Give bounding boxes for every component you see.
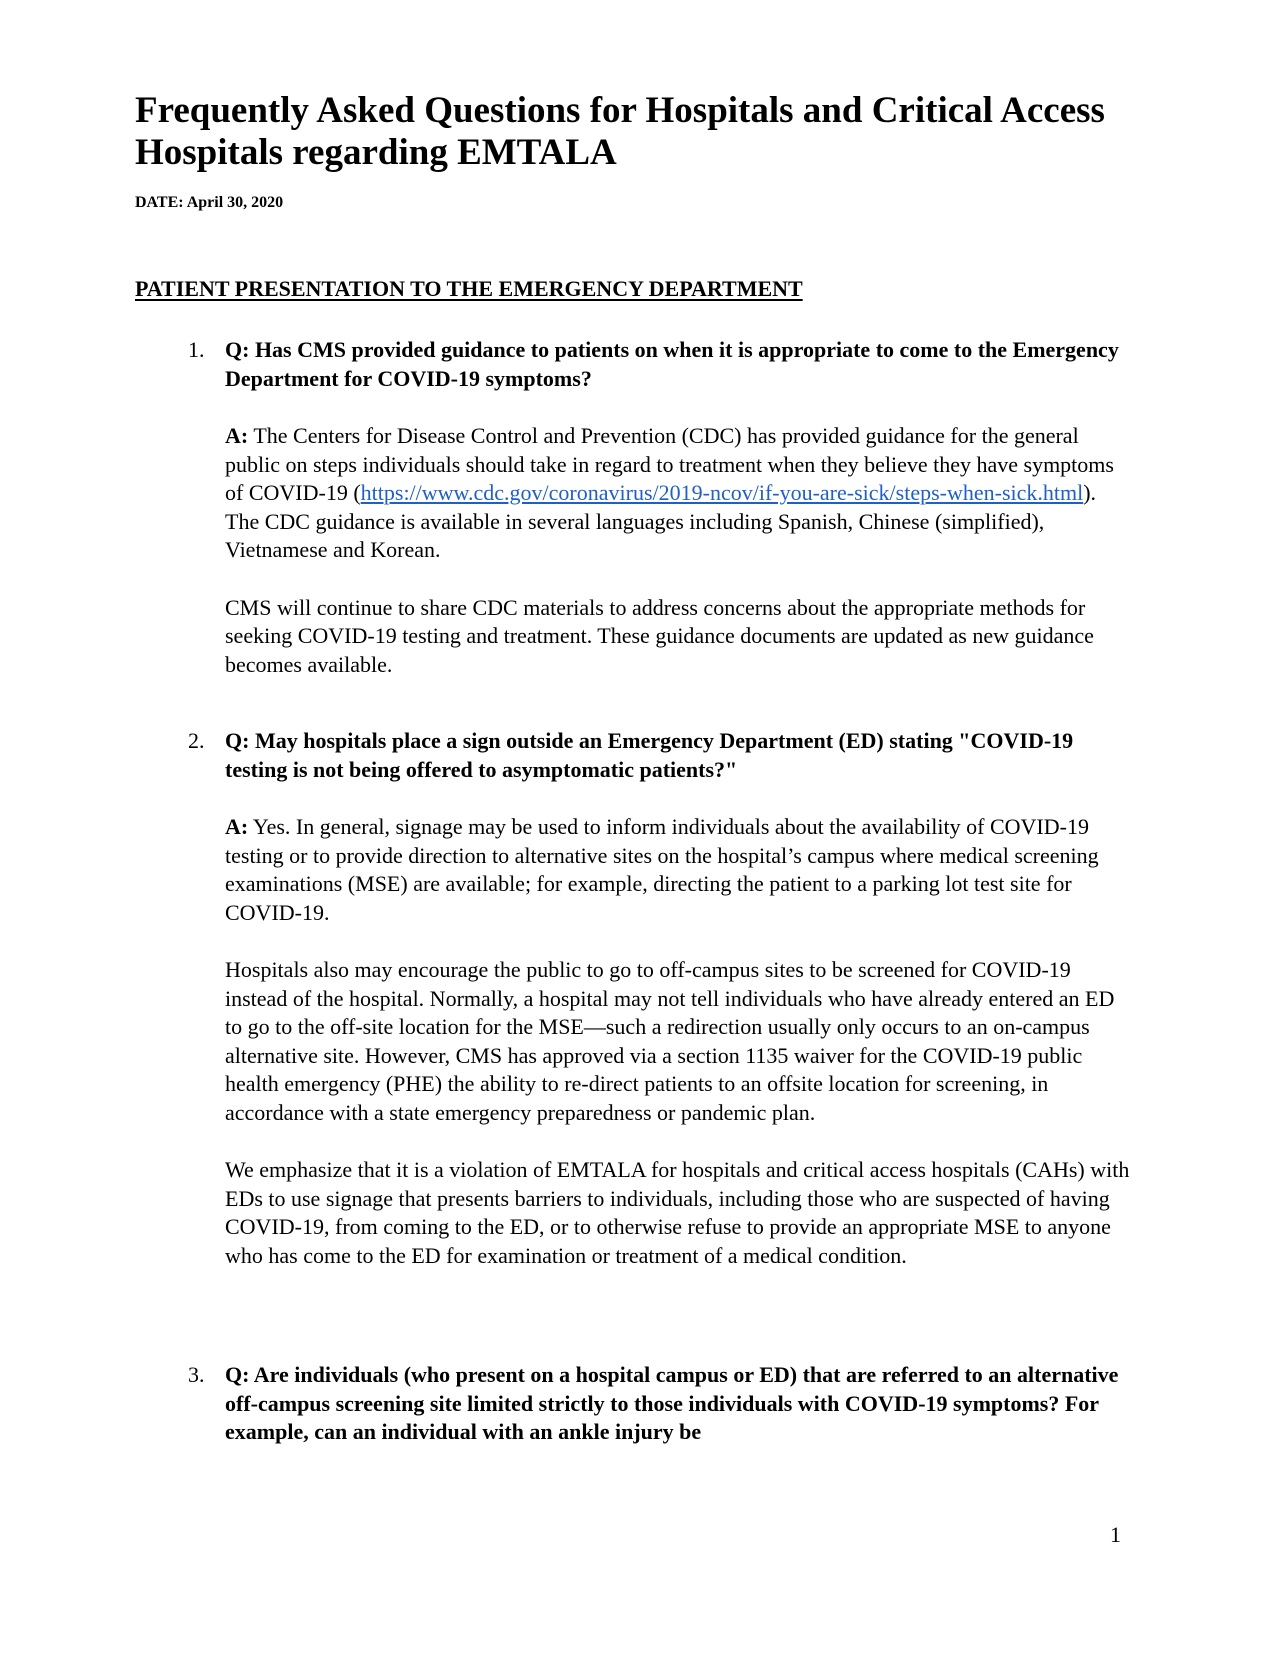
answer-text: Yes. In general, signage may be used to inform individuals about the availability of COVID-19 testing or to provide direction to alternative sites on the hospital’s campus where medical screening examinations (MSE) are available; for example, directing the patient to a parking lot test site for COVID-19. [225, 814, 1099, 925]
cdc-guidance-link[interactable]: https://www.cdc.gov/coronavirus/2019-ncov/if-you-are-sick/steps-when-sick.html [360, 480, 1084, 505]
faq-answer [225, 422, 1130, 565]
faq-number: 3. [188, 1362, 205, 1387]
faq-number: 2. [188, 728, 205, 753]
document-title: Frequently Asked Questions for Hospitals and Critical Access Hospitals regarding EMTALA [135, 90, 1105, 173]
faq-answer-paragraph: We emphasize that it is a violation of EMTALA for hospitals and critical access hospitals (CAHs) with EDs to use signage that presents barriers to individuals, including those who are suspected of having COVID-19, from coming to the ED, or to otherwise refuse to provide an appropriate MSE to anyone who has come to the ED for examination or treatment of a medical condition. [225, 1157, 1130, 1268]
document-date: DATE: April 30, 2020 [135, 194, 284, 211]
page-number: 1 [1110, 1522, 1121, 1547]
answer-label: A: [225, 814, 249, 839]
faq-body [225, 727, 1130, 1270]
answer-label: A: [225, 423, 249, 448]
faq-answer-paragraph: Hospitals also may encourage the public to go to off-campus sites to be screened for COVID-19 instead of the hospital. Normally, a hospital may not tell individuals who have already entered an ED to go to the off-site location for the MSE—such a redirection usually only occurs to an on-campus alternative site. However, CMS has approved via a section 1135 waiver for the COVID-19 public health emergency (PHE) the ability to re-direct patients to an offsite location for screening, in accordance with a state emergency preparedness or pandemic plan. [225, 957, 1115, 1125]
faq-question: Q: Are individuals (who present on a hospital campus or ED) that are referred to an alternative off-campus screening site limited strictly to those individuals with COVID-19 symptoms? For example, can an individual with an ankle injury be [225, 1362, 1119, 1444]
answer-text-continued: ). The CDC guidance is available in several languages including Spanish, Chinese (simplified), Vietnamese and Korean. [225, 480, 1097, 562]
faq-number: 1. [188, 337, 205, 362]
answer-text: The Centers for Disease Control and Prevention (CDC) has provided guidance for the general public on steps individuals should take in regard to treatment when they believe they have symptoms of COVID-19 ( [225, 423, 1114, 505]
faq-answer-paragraph: CMS will continue to share CDC materials to address concerns about the appropriate methods for seeking COVID-19 testing and treatment. These guidance documents are updated as new guidance becomes available. [225, 594, 1094, 677]
faq-body [225, 1361, 1130, 1447]
faq-question: Q: Has CMS provided guidance to patients on when it is appropriate to come to the Emergency Department for COVID-19 symptoms? [225, 337, 1119, 391]
faq-body [225, 336, 1130, 679]
section-heading: PATIENT PRESENTATION TO THE EMERGENCY DEPARTMENT [135, 276, 803, 301]
faq-answer [225, 813, 1130, 927]
faq-question: Q: May hospitals place a sign outside an Emergency Department (ED) stating "COVID-19 testing is not being offered to asymptomatic patients?" [225, 728, 1074, 782]
